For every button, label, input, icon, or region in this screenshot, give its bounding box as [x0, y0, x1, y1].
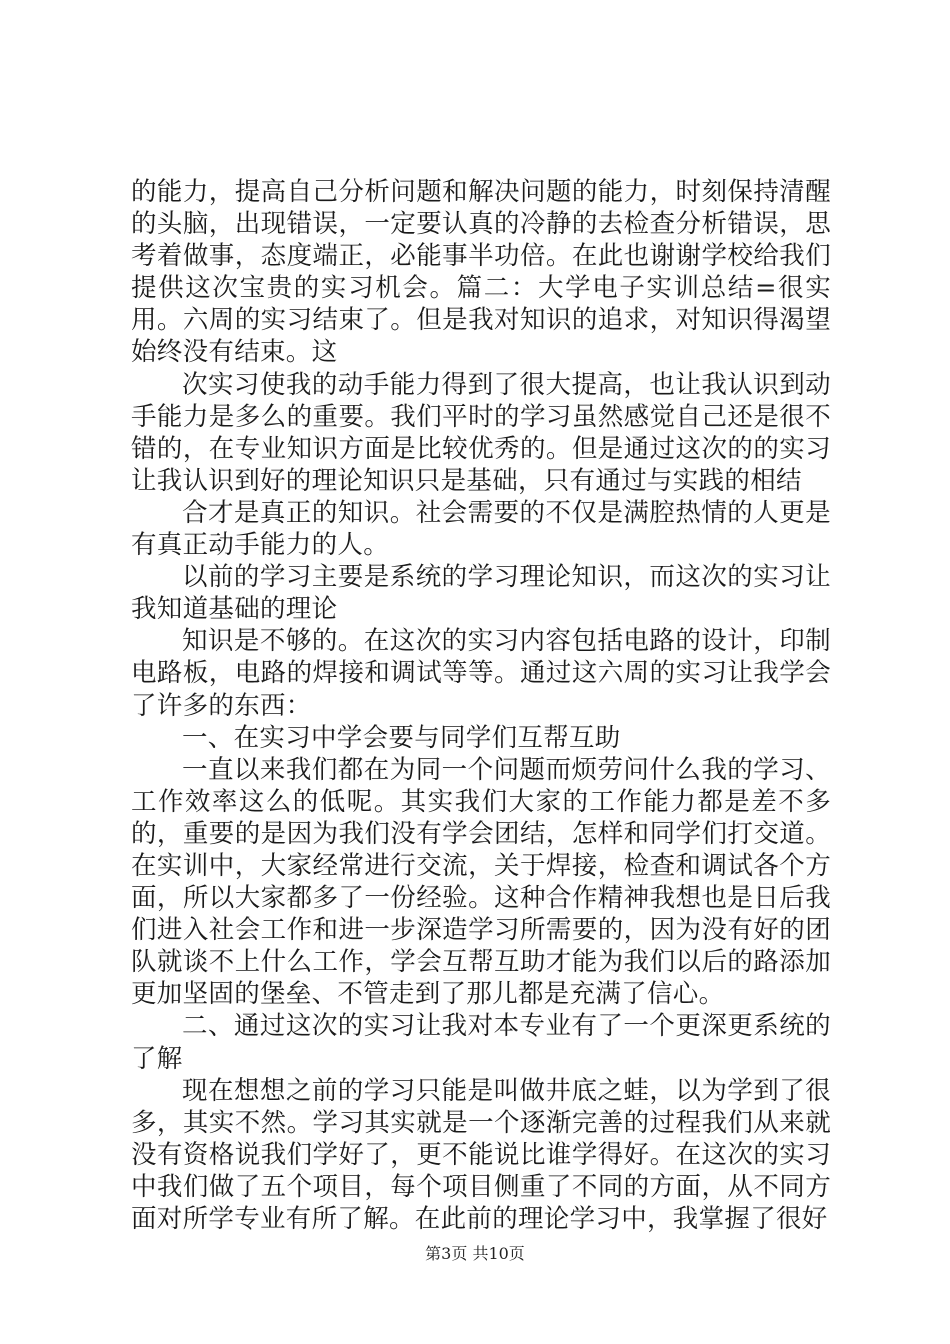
paragraph-9: 现在想想之前的学习只能是叫做井底之蛙，以为学到了很多，其实不然。学习其实就是一个逐渐完善的过程我们从来就没有资格说我们学好了，更不能说比谁学得好。在这次的实习中我们做了五个项目，每个项目侧重了不同的方面，从不同方面对所学专业有所了解。在此前的理论学习中，我掌握了很好 [131, 1075, 831, 1234]
paragraph-4: 以前的学习主要是系统的学习理论知识，而这次的实习让我知道基础的理论 [131, 562, 831, 625]
paragraph-1: 的能力，提高自己分析问题和解决问题的能力，时刻保持清醒的头脑，出现错误，一定要认真的冷静的去检查分析错误，思考着做事，态度端正，必能事半功倍。在此也谢谢学校给我们提供这次宝贵的实习机会。篇二：大学电子实训总结=很实用。六周的实习结束了。但是我对知识的追求，对知识得渴望始终没有结束。这 [131, 177, 831, 368]
paragraph-5: 知识是不够的。在这次的实习内容包括电路的设计，印制电路板，电路的焊接和调试等等。通过这六周的实习让我学会了许多的东西： [131, 626, 831, 721]
page-number-footer: 第3页 共10页 [425, 1244, 525, 1263]
paragraph-7: 一直以来我们都在为同一个问题而烦劳问什么我的学习、工作效率这么的低呢。其实我们大家的工作能力都是差不多的，重要的是因为我们没有学会团结，怎样和同学们打交道。在实训中，大家经常进行交流，关于焊接，检查和调试各个方面，所以大家都多了一份经验。这种合作精神我想也是日后我们进入社会工作和进一步深造学习所需要的，因为没有好的团队就谈不上什么工作，学会互帮互助才能为我们以后的路添加更加坚固的堡垒、不管走到了那儿都是充满了信心。 [131, 754, 831, 1010]
section-heading-2: 二、通过这次的实习让我对本专业有了一个更深更系统的了解 [131, 1011, 831, 1074]
paragraph-3: 合才是真正的知识。社会需要的不仅是满腔热情的人更是有真正动手能力的人。 [131, 497, 831, 561]
document-body [131, 176, 831, 1235]
paragraph-2: 次实习使我的动手能力得到了很大提高，也让我认识到动手能力是多么的重要。我们平时的学习虽然感觉自己还是很不错的，在专业知识方面是比较优秀的。但是通过这次的的实习让我认识到好的理论知识只是基础，只有通过与实践的相结 [131, 369, 831, 496]
section-heading-1: 一、在实习中学会要与同学们互帮互助 [182, 722, 621, 753]
